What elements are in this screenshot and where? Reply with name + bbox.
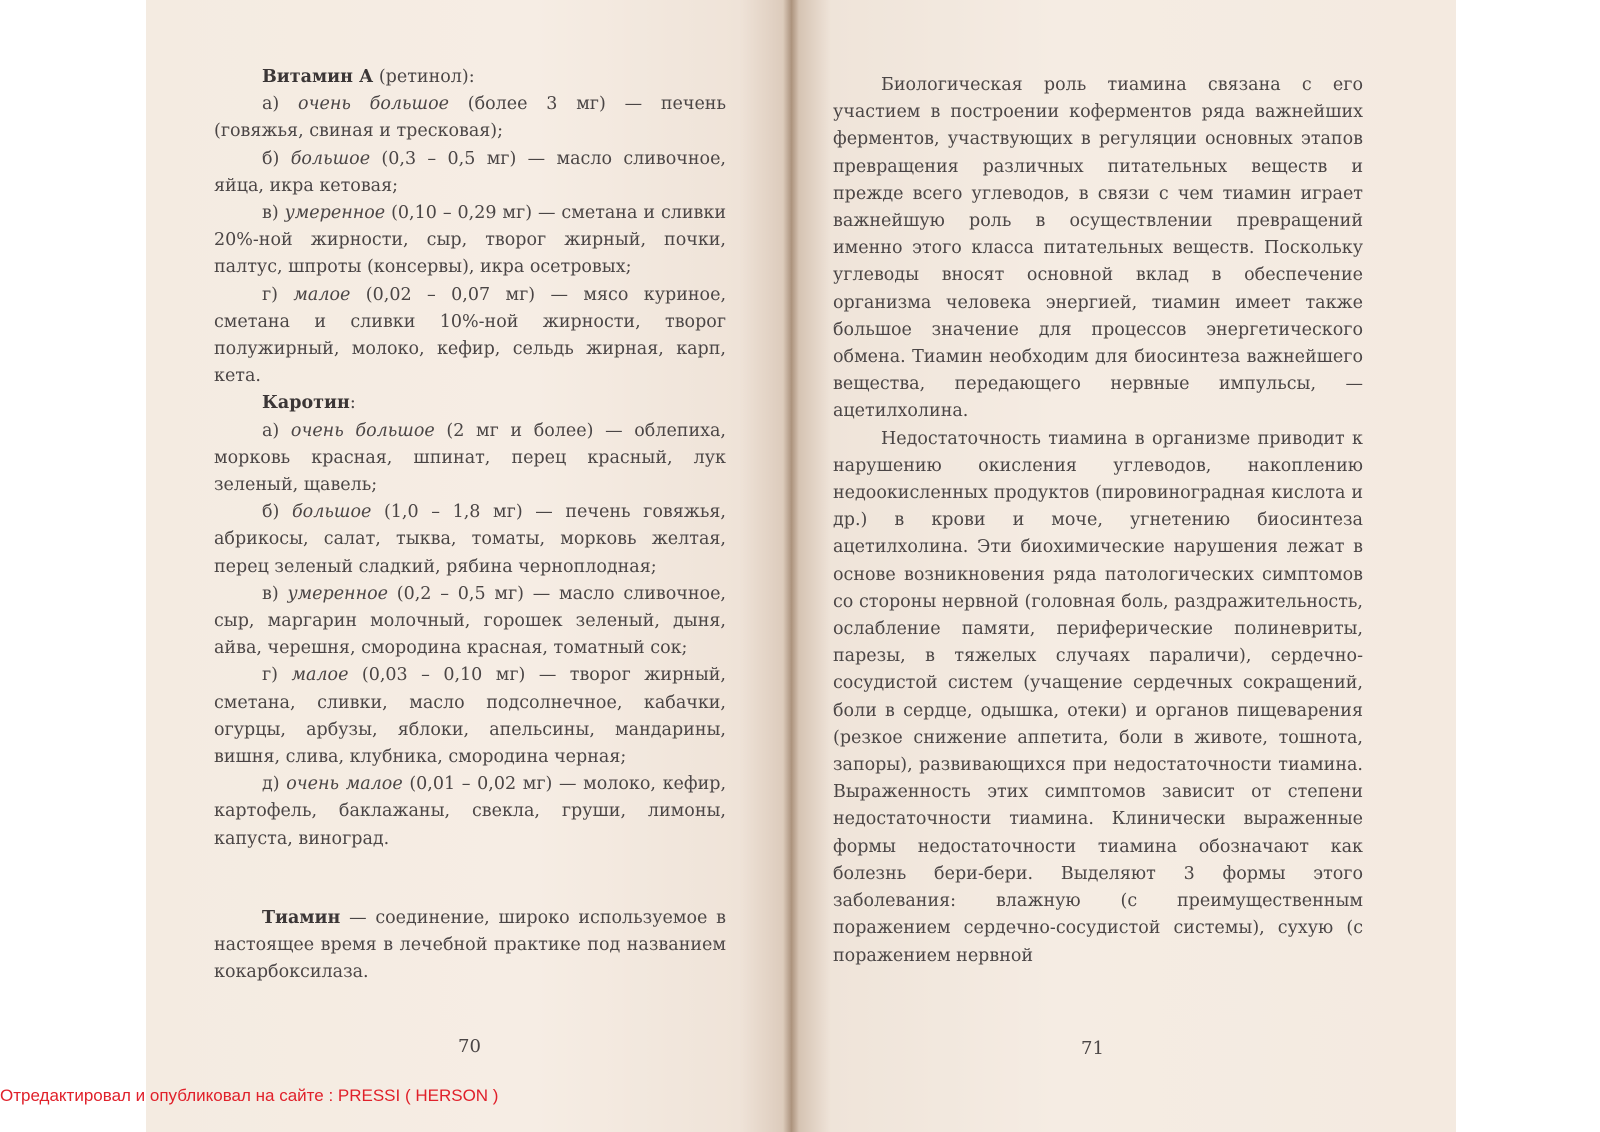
- paragraph: Недостаточность тиамина в организме приводит к нарушению окисления углеводов, накоплению недоокисленных продуктов (пировиноградная кислота и др.) в крови и моче, угнетению биосинтеза ацетилхолина. Эти биохимические нарушения лежат в основе возникновения ряда патологических симптомов со стороны нервной (головная боль, раздражительность, ослабление памяти, периферические полиневриты, парезы, в тяжелых случаях параличи), сердечно-сосудистой систем (учащение сердечных сокращений, боли в сердце, одышка, отеки) и органов пищеварения (резкое снижение аппетита, боли в животе, тошнота, запоры), развивающихся при недостаточности тиамина. Выраженность этих симптомов зависит от степени недостаточности тиамина. Клинически выраженные формы недостаточности тиамина обозначают как болезнь бери-бери. Выделяют 3 формы этого заболевания: влажную (с преимущественным поражением сердечно-сосудистой системы), сухую (с поражением нервной: [833, 428, 1363, 966]
- item-text: (0,01 – 0,02 мг) — молоко, кефир, картофель, баклажаны, свекла, груши, лимоны, капуста, виноград.: [214, 774, 727, 849]
- vitamin-a-item: [214, 146, 726, 200]
- right-page-text: [833, 72, 1363, 970]
- right-page: [791, 0, 1456, 1132]
- item-level: очень большое: [290, 420, 435, 441]
- carotene-item: [214, 581, 726, 663]
- page-number-left: 70: [458, 1036, 481, 1057]
- item-label: а): [262, 94, 299, 115]
- item-label: г): [262, 284, 294, 305]
- item-text: (2 мг и более) — облепиха, морковь красная, шпинат, перец красный, лук зеленый, щавель;: [214, 420, 726, 496]
- item-level: большое: [290, 148, 371, 169]
- carotene-item: [214, 662, 726, 771]
- item-label: д): [262, 774, 287, 795]
- item-label: а): [262, 420, 291, 441]
- item-label: в): [262, 203, 285, 224]
- item-text: (0,2 – 0,5 мг) — масло сливочное, сыр, маргарин молочный, горошек зеленый, дыня, айва, черешня, смородина красная, томатный сок;: [214, 583, 726, 659]
- item-label: б): [262, 502, 292, 523]
- item-text: (0,03 – 0,10 мг) — творог жирный, сметана, сливки, масло подсолнечное, кабачки, огурцы, арбузы, яблоки, апельсины, мандарины, вишня, слива, клубника, смородина черная;: [214, 665, 726, 768]
- carotene-item: [214, 771, 726, 853]
- item-level: малое: [291, 665, 349, 686]
- item-level: большое: [291, 502, 372, 523]
- thiamine-text: — соединение, широко используемое в настоящее время в лечебной практике под названием кокарбоксилаза.: [214, 907, 726, 983]
- carotene-title: [214, 390, 726, 417]
- section-spacer: [214, 853, 726, 905]
- thiamine-heading: Тиамин: [262, 907, 341, 928]
- left-page-text: [214, 64, 726, 987]
- left-page: [146, 0, 791, 1132]
- thiamine-intro: [214, 905, 726, 987]
- item-label: б): [262, 148, 291, 169]
- item-text: (0,02 – 0,07 мг) — мясо куриное, сметана и сливки 10%-ной жирности, творог полужирный, молоко, кефир, сельдь жирная, карп, кета.: [214, 284, 727, 387]
- item-level: умеренное: [284, 203, 386, 224]
- publisher-credit: Отредактировал и опубликовал на сайте : PRESSI ( HERSON ): [0, 1086, 499, 1105]
- page-number-right: 71: [1081, 1038, 1104, 1059]
- item-level: очень малое: [286, 774, 403, 795]
- vitamin-a-note: (ретинол):: [373, 67, 475, 87]
- carotene-item: [214, 418, 726, 500]
- book-gutter: [783, 0, 799, 1132]
- item-label: г): [262, 665, 292, 686]
- item-text: (более 3 мг) — печень (говяжья, свиная и тресковая);: [214, 94, 726, 142]
- carotene-colon: :: [349, 393, 356, 414]
- vitamin-a-item: [214, 200, 726, 282]
- book-spread: [146, 0, 1456, 1132]
- item-level: очень большое: [298, 94, 450, 115]
- vitamin-a-item: [214, 91, 726, 145]
- item-level: умеренное: [287, 583, 388, 604]
- vitamin-a-item: [214, 282, 726, 391]
- item-label: в): [262, 583, 288, 604]
- item-text: (1,0 – 1,8 мг) — печень говяжья, абрикосы, салат, тыква, томаты, морковь желтая, перец зеленый сладкий, рябина черноплодная;: [214, 502, 726, 577]
- item-text: (0,10 – 0,29 мг) — сметана и сливки 20%-ной жирности, сыр, творог жирный, почки, палтус, шпроты (консервы), икра осетровых;: [214, 203, 726, 278]
- carotene-item: [214, 499, 726, 581]
- item-level: малое: [293, 284, 351, 305]
- paragraph: Биологическая роль тиамина связана с его участием в построении коферментов ряда важнейших ферментов, участвующих в регуляции основных этапов превращения различных питательных веществ и прежде всего углеводов, в связи с чем тиамин играет важнейшую роль в осуществлении превращений именно этого класса питательных веществ. Поскольку углеводы вносят основной вклад в обеспечение организма человека энергией, тиамин имеет также большое значение для процессов энергетического обмена. Тиамин необходим для биосинтеза важнейшего вещества, передающего нервные импульсы, — ацетилхолина.: [833, 75, 1363, 422]
- vitamin-a-title: [214, 64, 726, 91]
- vitamin-a-heading: Витамин А: [262, 67, 374, 87]
- item-text: (0,3 – 0,5 мг) — масло сливочное, яйца, икра кетовая;: [214, 148, 726, 196]
- carotene-heading: Каротин: [262, 393, 350, 414]
